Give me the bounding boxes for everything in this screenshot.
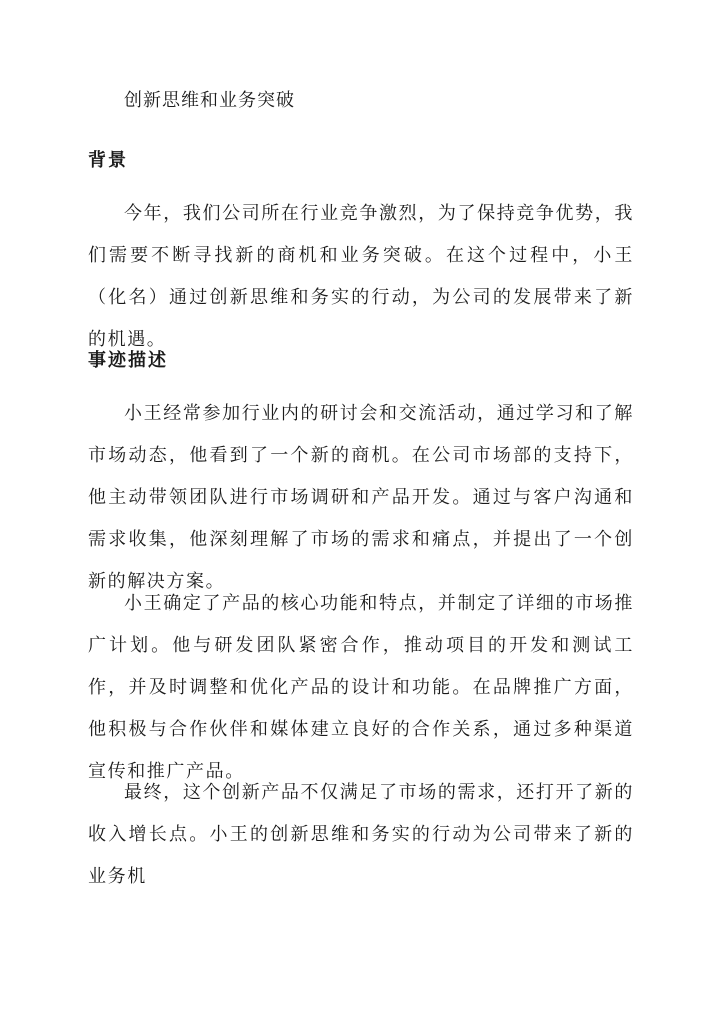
- paragraph-deeds-1: 小王经常参加行业内的研讨会和交流活动，通过学习和了解市场动态，他看到了一个新的商机。在公司市场部的支持下，他主动带领团队进行市场调研和产品开发。通过与客户沟通和需求收集，他深刻理解了市场的需求和痛点，并提出了一个创新的解决方案。: [88, 403, 634, 592]
- document-title: 创新思维和业务突破: [124, 90, 295, 111]
- section-heading-background: 背景: [88, 150, 128, 171]
- paragraph-deeds-2: 小王确定了产品的核心功能和特点，并制定了详细的市场推广计划。他与研发团队紧密合作，推动项目的开发和测试工作，并及时调整和优化产品的设计和功能。在品牌推广方面，他积极与合作伙伴和媒体建立良好的合作关系，通过多种渠道宣传和推广产品。: [88, 593, 634, 782]
- paragraph-background: 今年，我们公司所在行业竞争激烈，为了保持竞争优势，我们需要不断寻找新的商机和业务突破。在这个过程中，小王（化名）通过创新思维和务实的行动，为公司的发展带来了新的机遇。: [88, 203, 634, 350]
- section-heading-deeds: 事迹描述: [88, 350, 168, 371]
- paragraph-deeds-3: 最终，这个创新产品不仅满足了市场的需求，还打开了新的收入增长点。小王的创新思维和务实的行动为公司带来了新的业务机: [88, 782, 634, 887]
